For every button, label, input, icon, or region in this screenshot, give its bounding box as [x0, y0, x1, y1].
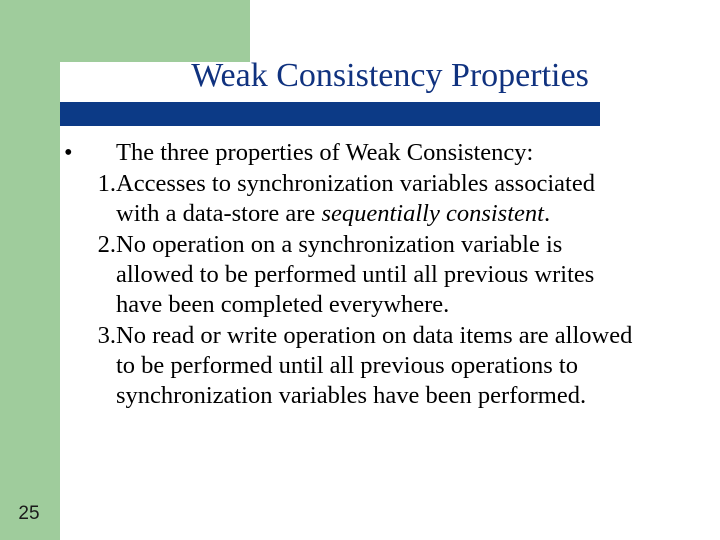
- intro-bullet: [60, 138, 710, 168]
- text-line: No read or write operation on data items are allowed: [116, 322, 633, 349]
- list-number: 3.: [97, 322, 116, 349]
- list-item-1: [60, 169, 710, 229]
- list-item-2: [60, 230, 710, 320]
- text-line: to be performed until all previous operations to: [116, 352, 578, 379]
- slide-body: [60, 138, 710, 411]
- title-underline-bar: [60, 102, 600, 126]
- page-number: 25: [18, 503, 40, 524]
- text-line: have been completed everywhere.: [116, 291, 450, 318]
- top-decorative-block: [60, 0, 250, 62]
- list-item-text: [116, 169, 710, 229]
- list-item-text: [116, 321, 710, 411]
- text-line: No operation on a synchronization variable is: [116, 231, 563, 258]
- emphasis-text: sequentially consistent: [321, 200, 544, 227]
- text-line: Accesses to synchronization variables associated: [116, 170, 595, 197]
- slide-title: Weak Consistency Properties: [191, 57, 589, 94]
- text-line: [116, 199, 710, 229]
- intro-text: The three properties of Weak Consistency:: [116, 139, 534, 166]
- text-segment: .: [543, 200, 551, 227]
- list-number: 2.: [97, 231, 116, 258]
- list-item-text: [116, 230, 710, 320]
- list-number: 1.: [97, 170, 116, 197]
- text-line: allowed to be performed until all previous writes: [116, 261, 595, 288]
- list-item-3: [60, 321, 710, 411]
- text-line: synchronization variables have been performed.: [116, 382, 587, 409]
- bullet-marker: •: [64, 139, 73, 166]
- text-segment: with a data-store are: [116, 200, 322, 227]
